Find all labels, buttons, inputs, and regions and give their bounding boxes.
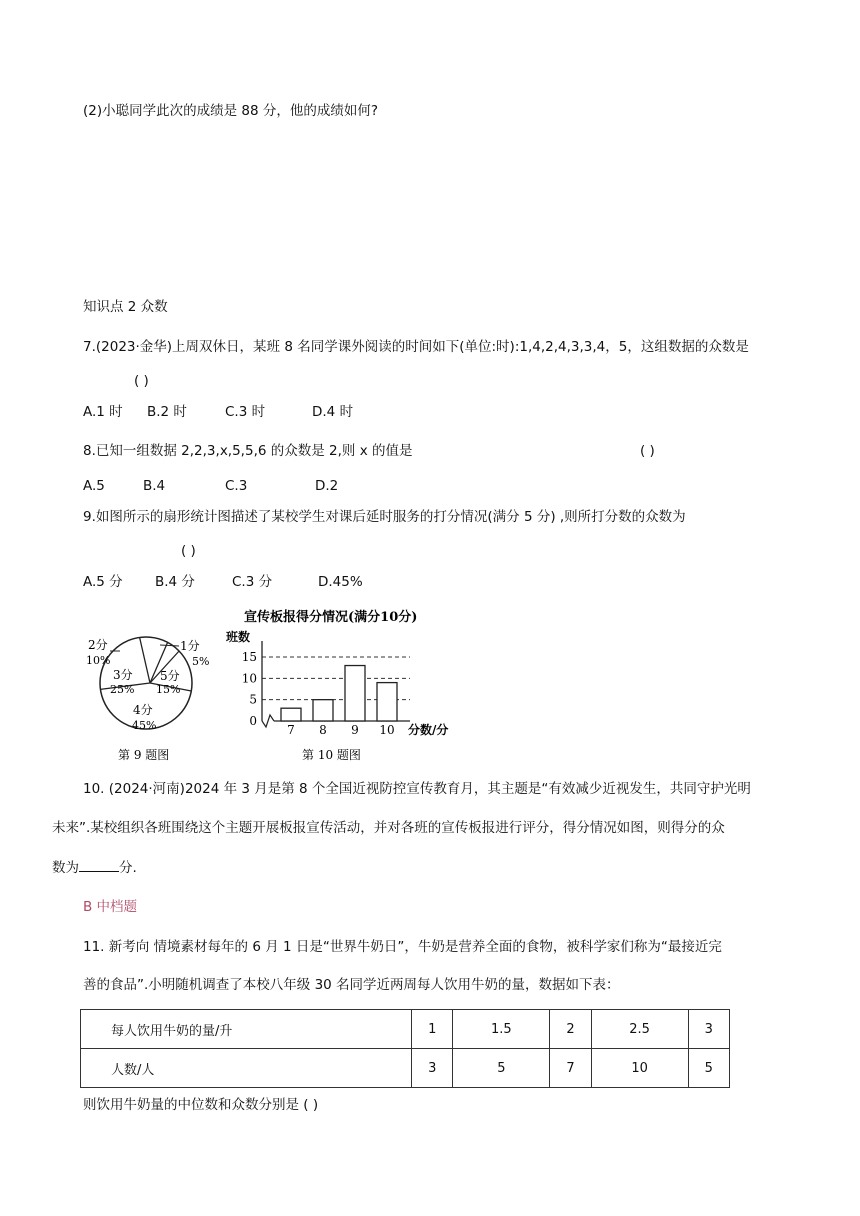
pie-chart-figure-9: [80, 605, 220, 765]
axis-break: [262, 715, 274, 727]
bar-10: [377, 683, 397, 721]
pie-percent-4: 45%: [132, 719, 157, 732]
option-a: A.5 分: [83, 574, 123, 590]
bar-7: [281, 708, 301, 721]
question-8-stem: 8.已知一组数据 2,2,3,x,5,5,6 的众数是 2,则 x 的值是: [83, 443, 413, 459]
question-9-stem: 9.如图所示的扇形统计图描述了某校学生对课后延时服务的打分情况(满分 5 分) ,则所打分数的众数为: [83, 509, 686, 525]
pie-label-2: 2分: [88, 638, 108, 652]
option-c: C.3: [225, 478, 248, 494]
table-header-cell: 人数/人: [81, 1049, 412, 1088]
option-b: B.4: [143, 478, 166, 494]
table-cell: 5: [688, 1049, 729, 1088]
bar-marks: [281, 666, 397, 721]
table-row: [81, 1049, 730, 1088]
x-tick-10: 10: [379, 723, 395, 737]
option-c: C.3 分: [232, 574, 273, 590]
option-c: C.3 时: [225, 404, 266, 420]
question-11-line-2: 善的食品”.小明随机调查了本校八年级 30 名同学近两周每人饮用牛奶的量，数据如下表：: [83, 977, 620, 993]
pie-percent-3: 25%: [110, 683, 135, 696]
x-tick-7: 7: [287, 723, 295, 737]
q10-text-post: 分.: [119, 860, 137, 876]
question-10-line-2: 未来”.某校组织各班围绕这个主题开展板报宣传活动，并对各班的宣传板报进行评分，得分情况如图，则得分的众: [52, 820, 725, 836]
bar-8: [313, 700, 333, 721]
table-cell: 5: [453, 1049, 550, 1088]
pie-caption: 第 9 题图: [118, 748, 170, 762]
x-tick-8: 8: [319, 723, 327, 737]
pie-percent-2: 10%: [86, 654, 111, 667]
knowledge-point-heading: 知识点 2 众数: [83, 299, 168, 315]
table-cell: 3: [412, 1049, 453, 1088]
x-tick-9: 9: [351, 723, 359, 737]
pie-label-3: 3分: [113, 668, 133, 682]
option-b: B.4 分: [155, 574, 195, 590]
section-b-heading: B 中档题: [83, 899, 138, 915]
table-cell: 1: [412, 1010, 453, 1049]
y-axis-label: 班数: [226, 630, 251, 644]
option-b: B.2 时: [147, 404, 187, 420]
pie-leader-1: [160, 645, 179, 646]
x-tick-labels: [287, 723, 394, 737]
question-7-stem: 7.(2023·金华)上周双休日，某班 8 名同学课外阅读的时间如下(单位:时):1,4,2,4,3,3,4，5，这组数据的众数是: [83, 339, 749, 355]
pie-label-1: 1分: [180, 639, 200, 653]
table-row: [81, 1010, 730, 1049]
question-11-line-1: 11. 新考向 情境素材每年的 6 月 1 日是“世界牛奶日”，牛奶是营养全面的食物，被科学家们称为“最接近完: [83, 939, 722, 955]
y-tick-5: 5: [249, 692, 257, 707]
option-d: D.2: [315, 478, 339, 494]
y-tick-10: 10: [241, 671, 257, 686]
bar-chart-figure-10: [226, 603, 456, 765]
table-cell: 2: [550, 1010, 591, 1049]
y-tick-labels: [242, 650, 257, 728]
option-a: A.5: [83, 478, 105, 494]
pie-percent-5: 15%: [156, 683, 181, 696]
table-header-cell: 每人饮用牛奶的量/升: [81, 1010, 412, 1049]
bar-9: [345, 666, 365, 721]
pie-label-5: 5分: [160, 669, 180, 683]
question-9-paren: ( ): [181, 543, 196, 559]
answer-blank[interactable]: [79, 858, 119, 872]
option-d: D.4 时: [312, 404, 354, 420]
y-tick-15: 15: [241, 650, 257, 664]
table-cell: 7: [550, 1049, 591, 1088]
bar-caption: 第 10 题图: [302, 748, 361, 762]
y-tick-0: 0: [249, 714, 257, 728]
q10-text-pre: 数为: [52, 860, 79, 876]
table-cell: 1.5: [453, 1010, 550, 1049]
question-11-question: 则饮用牛奶量的中位数和众数分别是 ( ): [83, 1097, 319, 1113]
question-10-line-1: 10. (2024·河南)2024 年 3 月是第 8 个全国近视防控宣传教育月，其主题是“有效减少近视发生，共同守护光明: [83, 781, 751, 797]
question-7-paren: ( ): [134, 373, 149, 389]
pie-label-4: 4分: [133, 703, 153, 717]
table-cell: 3: [688, 1010, 729, 1049]
milk-data-table: [80, 1009, 730, 1088]
pie-boundary-5: [140, 637, 150, 683]
pie-percent-1: 5%: [192, 655, 210, 668]
question-6-part-2: (2)小聪同学此次的成绩是 88 分，他的成绩如何?: [83, 103, 379, 119]
table-cell: 2.5: [591, 1010, 688, 1049]
table-cell: 10: [591, 1049, 688, 1088]
option-d: D.45%: [318, 574, 363, 590]
question-10-line-3: [52, 858, 137, 877]
option-a: A.1 时: [83, 404, 123, 420]
question-8-paren: ( ): [640, 443, 655, 459]
x-axis-label: 分数/分: [408, 723, 449, 737]
chart-title: 宣传板报得分情况(满分10分): [244, 610, 418, 625]
